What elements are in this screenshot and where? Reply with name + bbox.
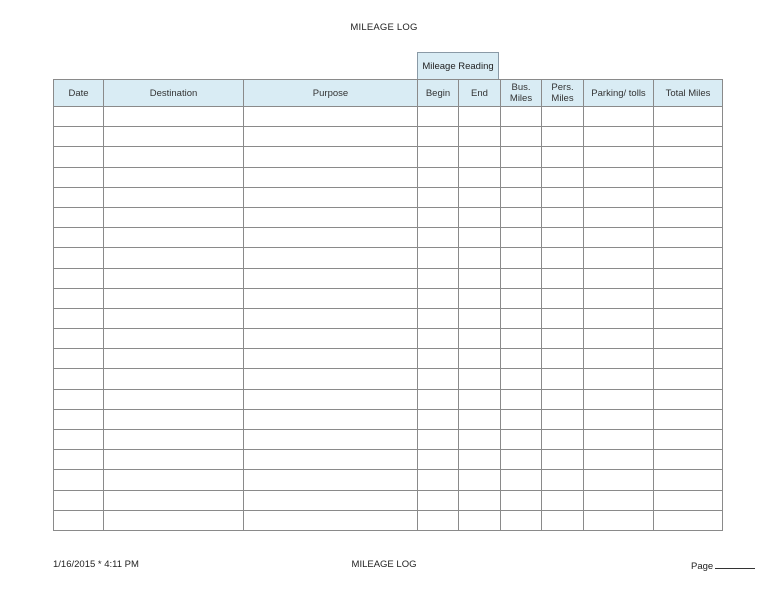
cell-personal-miles[interactable] [542, 207, 584, 227]
cell-parking-tolls[interactable] [584, 187, 654, 207]
cell-total-miles[interactable] [654, 409, 723, 429]
cell-purpose[interactable] [244, 409, 418, 429]
column-header-parking-tolls: Parking/ tolls [584, 80, 654, 107]
cell-business-miles[interactable] [501, 147, 542, 167]
cell-total-miles[interactable] [654, 127, 723, 147]
cell-end[interactable] [459, 288, 501, 308]
document-title: MILEAGE LOG [350, 22, 418, 33]
column-header-purpose: Purpose [244, 80, 418, 107]
cell-purpose[interactable] [244, 470, 418, 490]
footer-timestamp: 1/16/2015 * 4:11 PM [53, 559, 139, 570]
cell-total-miles[interactable] [654, 167, 723, 187]
table-row [54, 127, 723, 147]
column-header-begin: Begin [418, 80, 459, 107]
cell-personal-miles[interactable] [542, 147, 584, 167]
cell-total-miles[interactable] [654, 389, 723, 409]
cell-parking-tolls[interactable] [584, 167, 654, 187]
cell-date[interactable] [54, 167, 104, 187]
cell-date[interactable] [54, 207, 104, 227]
table-row [54, 349, 723, 369]
cell-business-miles[interactable] [501, 490, 542, 510]
cell-end[interactable] [459, 147, 501, 167]
cell-parking-tolls[interactable] [584, 288, 654, 308]
cell-personal-miles[interactable] [542, 510, 584, 530]
cell-end[interactable] [459, 187, 501, 207]
cell-date[interactable] [54, 268, 104, 288]
cell-begin[interactable] [418, 167, 459, 187]
cell-destination[interactable] [104, 308, 244, 328]
cell-personal-miles[interactable] [542, 268, 584, 288]
cell-destination[interactable] [104, 268, 244, 288]
cell-total-miles[interactable] [654, 207, 723, 227]
cell-end[interactable] [459, 308, 501, 328]
cell-parking-tolls[interactable] [584, 510, 654, 530]
cell-date[interactable] [54, 147, 104, 167]
cell-purpose[interactable] [244, 510, 418, 530]
cell-parking-tolls[interactable] [584, 450, 654, 470]
cell-total-miles[interactable] [654, 147, 723, 167]
cell-parking-tolls[interactable] [584, 430, 654, 450]
cell-total-miles[interactable] [654, 228, 723, 248]
cell-begin[interactable] [418, 409, 459, 429]
cell-personal-miles[interactable] [542, 349, 584, 369]
cell-end[interactable] [459, 167, 501, 187]
mileage-reading-group-header [417, 52, 499, 79]
cell-destination[interactable] [104, 389, 244, 409]
cell-personal-miles[interactable] [542, 430, 584, 450]
cell-end[interactable] [459, 127, 501, 147]
cell-purpose[interactable] [244, 329, 418, 349]
cell-destination[interactable] [104, 510, 244, 530]
cell-begin[interactable] [418, 308, 459, 328]
cell-destination[interactable] [104, 329, 244, 349]
cell-parking-tolls[interactable] [584, 228, 654, 248]
cell-end[interactable] [459, 107, 501, 127]
cell-purpose[interactable] [244, 369, 418, 389]
cell-parking-tolls[interactable] [584, 127, 654, 147]
cell-end[interactable] [459, 409, 501, 429]
cell-begin[interactable] [418, 389, 459, 409]
cell-total-miles[interactable] [654, 369, 723, 389]
cell-business-miles[interactable] [501, 228, 542, 248]
cell-begin[interactable] [418, 268, 459, 288]
cell-begin[interactable] [418, 248, 459, 268]
table-row [54, 147, 723, 167]
cell-total-miles[interactable] [654, 187, 723, 207]
cell-destination[interactable] [104, 288, 244, 308]
column-header-date: Date [54, 80, 104, 107]
cell-personal-miles[interactable] [542, 228, 584, 248]
cell-begin[interactable] [418, 369, 459, 389]
cell-personal-miles[interactable] [542, 187, 584, 207]
cell-end[interactable] [459, 389, 501, 409]
cell-destination[interactable] [104, 490, 244, 510]
cell-personal-miles[interactable] [542, 288, 584, 308]
cell-destination[interactable] [104, 349, 244, 369]
cell-date[interactable] [54, 127, 104, 147]
cell-total-miles[interactable] [654, 248, 723, 268]
table-row [54, 389, 723, 409]
cell-business-miles[interactable] [501, 107, 542, 127]
cell-purpose[interactable] [244, 228, 418, 248]
cell-begin[interactable] [418, 510, 459, 530]
table-row [54, 450, 723, 470]
cell-purpose[interactable] [244, 349, 418, 369]
cell-begin[interactable] [418, 450, 459, 470]
cell-destination[interactable] [104, 167, 244, 187]
cell-business-miles[interactable] [501, 349, 542, 369]
cell-destination[interactable] [104, 450, 244, 470]
table-row [54, 430, 723, 450]
cell-parking-tolls[interactable] [584, 107, 654, 127]
cell-end[interactable] [459, 450, 501, 470]
cell-business-miles[interactable] [501, 450, 542, 470]
column-header-end: End [459, 80, 501, 107]
cell-date[interactable] [54, 389, 104, 409]
page-number-blank [715, 559, 755, 569]
cell-destination[interactable] [104, 187, 244, 207]
cell-total-miles[interactable] [654, 349, 723, 369]
cell-purpose[interactable] [244, 308, 418, 328]
cell-end[interactable] [459, 349, 501, 369]
cell-destination[interactable] [104, 147, 244, 167]
cell-purpose[interactable] [244, 248, 418, 268]
cell-business-miles[interactable] [501, 470, 542, 490]
cell-begin[interactable] [418, 470, 459, 490]
cell-parking-tolls[interactable] [584, 349, 654, 369]
cell-destination[interactable] [104, 409, 244, 429]
cell-begin[interactable] [418, 207, 459, 227]
cell-total-miles[interactable] [654, 107, 723, 127]
table-row [54, 228, 723, 248]
cell-destination[interactable] [104, 107, 244, 127]
cell-begin[interactable] [418, 127, 459, 147]
cell-end[interactable] [459, 470, 501, 490]
cell-business-miles[interactable] [501, 127, 542, 147]
cell-business-miles[interactable] [501, 288, 542, 308]
table-row [54, 369, 723, 389]
cell-purpose[interactable] [244, 167, 418, 187]
cell-personal-miles[interactable] [542, 470, 584, 490]
table-header-row [54, 80, 723, 107]
cell-date[interactable] [54, 107, 104, 127]
column-header-destination: Destination [104, 80, 244, 107]
cell-date[interactable] [54, 288, 104, 308]
cell-purpose[interactable] [244, 268, 418, 288]
cell-parking-tolls[interactable] [584, 409, 654, 429]
cell-total-miles[interactable] [654, 288, 723, 308]
cell-begin[interactable] [418, 329, 459, 349]
table-row [54, 329, 723, 349]
table-body [54, 107, 723, 531]
table-row [54, 409, 723, 429]
cell-end[interactable] [459, 228, 501, 248]
cell-personal-miles[interactable] [542, 107, 584, 127]
cell-begin[interactable] [418, 288, 459, 308]
table-row [54, 510, 723, 530]
cell-business-miles[interactable] [501, 409, 542, 429]
cell-personal-miles[interactable] [542, 248, 584, 268]
cell-date[interactable] [54, 470, 104, 490]
table-row [54, 490, 723, 510]
cell-destination[interactable] [104, 369, 244, 389]
cell-business-miles[interactable] [501, 389, 542, 409]
cell-end[interactable] [459, 207, 501, 227]
cell-personal-miles[interactable] [542, 409, 584, 429]
cell-personal-miles[interactable] [542, 167, 584, 187]
mileage-reading-label: Mileage Reading [422, 60, 494, 72]
cell-personal-miles[interactable] [542, 308, 584, 328]
cell-business-miles[interactable] [501, 308, 542, 328]
cell-parking-tolls[interactable] [584, 470, 654, 490]
cell-total-miles[interactable] [654, 490, 723, 510]
table-row [54, 248, 723, 268]
cell-purpose[interactable] [244, 450, 418, 470]
cell-purpose[interactable] [244, 389, 418, 409]
cell-parking-tolls[interactable] [584, 147, 654, 167]
cell-date[interactable] [54, 510, 104, 530]
cell-total-miles[interactable] [654, 268, 723, 288]
cell-destination[interactable] [104, 127, 244, 147]
cell-purpose[interactable] [244, 288, 418, 308]
cell-business-miles[interactable] [501, 369, 542, 389]
cell-total-miles[interactable] [654, 510, 723, 530]
cell-personal-miles[interactable] [542, 329, 584, 349]
cell-personal-miles[interactable] [542, 389, 584, 409]
cell-begin[interactable] [418, 430, 459, 450]
table-row [54, 470, 723, 490]
cell-personal-miles[interactable] [542, 369, 584, 389]
cell-purpose[interactable] [244, 207, 418, 227]
cell-total-miles[interactable] [654, 308, 723, 328]
cell-parking-tolls[interactable] [584, 248, 654, 268]
cell-business-miles[interactable] [501, 187, 542, 207]
column-header-business-miles: Bus. Miles [501, 80, 542, 107]
cell-business-miles[interactable] [501, 329, 542, 349]
footer-page [691, 559, 755, 572]
cell-business-miles[interactable] [501, 248, 542, 268]
table-row [54, 107, 723, 127]
cell-date[interactable] [54, 187, 104, 207]
footer-page-label: Page [691, 561, 714, 572]
table-row [54, 308, 723, 328]
table-row [54, 288, 723, 308]
cell-parking-tolls[interactable] [584, 329, 654, 349]
cell-purpose[interactable] [244, 147, 418, 167]
cell-parking-tolls[interactable] [584, 308, 654, 328]
table-row [54, 167, 723, 187]
column-header-total-miles: Total Miles [654, 80, 723, 107]
cell-begin[interactable] [418, 147, 459, 167]
cell-begin[interactable] [418, 107, 459, 127]
cell-personal-miles[interactable] [542, 450, 584, 470]
cell-parking-tolls[interactable] [584, 490, 654, 510]
cell-date[interactable] [54, 228, 104, 248]
cell-purpose[interactable] [244, 127, 418, 147]
cell-date[interactable] [54, 430, 104, 450]
cell-end[interactable] [459, 369, 501, 389]
cell-end[interactable] [459, 490, 501, 510]
column-header-personal-miles: Pers. Miles [542, 80, 584, 107]
footer-title: MILEAGE LOG [351, 559, 417, 570]
cell-end[interactable] [459, 510, 501, 530]
cell-purpose[interactable] [244, 490, 418, 510]
cell-purpose[interactable] [244, 430, 418, 450]
cell-date[interactable] [54, 490, 104, 510]
cell-parking-tolls[interactable] [584, 389, 654, 409]
cell-date[interactable] [54, 329, 104, 349]
cell-destination[interactable] [104, 248, 244, 268]
cell-total-miles[interactable] [654, 450, 723, 470]
cell-end[interactable] [459, 248, 501, 268]
cell-date[interactable] [54, 248, 104, 268]
cell-business-miles[interactable] [501, 268, 542, 288]
cell-date[interactable] [54, 349, 104, 369]
cell-personal-miles[interactable] [542, 490, 584, 510]
cell-begin[interactable] [418, 490, 459, 510]
cell-total-miles[interactable] [654, 430, 723, 450]
cell-purpose[interactable] [244, 107, 418, 127]
cell-destination[interactable] [104, 207, 244, 227]
cell-begin[interactable] [418, 228, 459, 248]
cell-purpose[interactable] [244, 187, 418, 207]
cell-parking-tolls[interactable] [584, 207, 654, 227]
cell-business-miles[interactable] [501, 430, 542, 450]
mileage-log-table [53, 79, 723, 531]
cell-business-miles[interactable] [501, 167, 542, 187]
table-row [54, 268, 723, 288]
cell-end[interactable] [459, 268, 501, 288]
cell-business-miles[interactable] [501, 207, 542, 227]
cell-end[interactable] [459, 329, 501, 349]
cell-personal-miles[interactable] [542, 127, 584, 147]
table-row [54, 207, 723, 227]
cell-date[interactable] [54, 409, 104, 429]
cell-destination[interactable] [104, 228, 244, 248]
table-row [54, 187, 723, 207]
cell-total-miles[interactable] [654, 329, 723, 349]
cell-total-miles[interactable] [654, 470, 723, 490]
cell-parking-tolls[interactable] [584, 369, 654, 389]
cell-destination[interactable] [104, 470, 244, 490]
cell-date[interactable] [54, 450, 104, 470]
cell-end[interactable] [459, 430, 501, 450]
cell-business-miles[interactable] [501, 510, 542, 530]
cell-destination[interactable] [104, 430, 244, 450]
cell-begin[interactable] [418, 349, 459, 369]
cell-parking-tolls[interactable] [584, 268, 654, 288]
cell-begin[interactable] [418, 187, 459, 207]
cell-date[interactable] [54, 369, 104, 389]
cell-date[interactable] [54, 308, 104, 328]
